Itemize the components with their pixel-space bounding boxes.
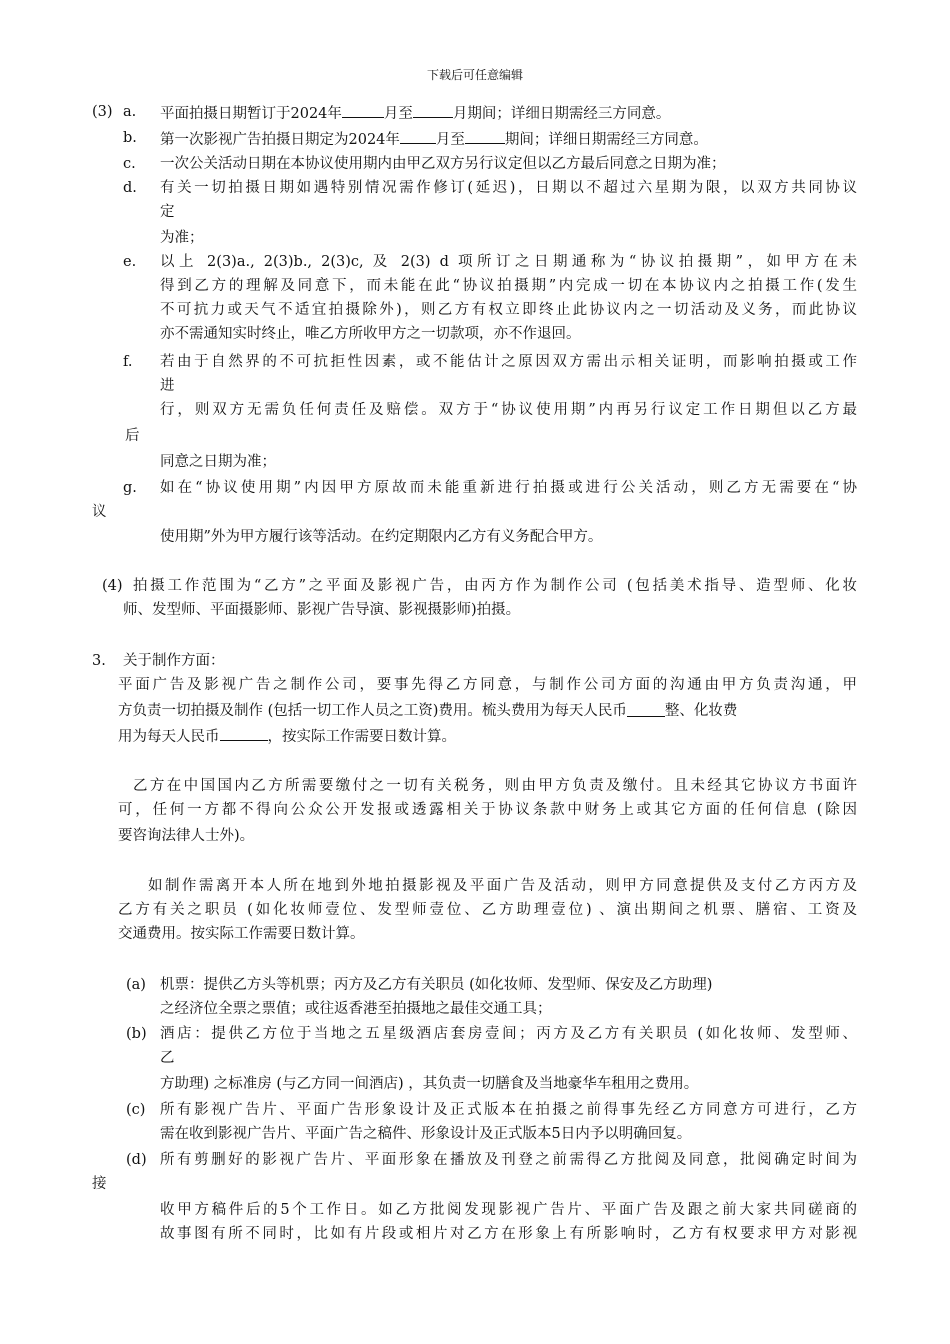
text-segment: 月至 <box>383 106 413 122</box>
text-segment: ，按实际工作需要日数计算。 <box>267 729 456 745</box>
item-g-line: 如在“协议使用期”内因甲方原故而未能重新进行拍摄或进行公关活动，则乙方无需要在“协 <box>160 480 857 496</box>
item-f-line: 进 <box>160 378 175 394</box>
section-number: (4) <box>102 578 123 594</box>
item-label: (c) <box>126 1102 146 1118</box>
item-label: a. <box>123 104 137 120</box>
item-label: e. <box>123 254 137 270</box>
item-c-text: 一次公关活动日期在本协议使用期内由甲乙双方另行议定但以乙方最后同意之日期为准； <box>160 156 726 172</box>
paragraph-line: 如制作需离开本人所在地到外地拍摄影视及平面广告及活动，则甲方同意提供及支付乙方丙方及 <box>148 878 857 894</box>
text-segment: 月期间；详细日期需经三方同意。 <box>452 106 671 122</box>
blank-line <box>400 128 436 144</box>
section-number: (3) <box>92 104 113 120</box>
blank-line <box>413 102 453 118</box>
item-label: (b) <box>126 1026 147 1042</box>
blank-line <box>342 102 384 118</box>
section4-line: 拍摄工作范围为“乙方”之平面及影视广告，由丙方作为制作公司 (包括美术指导、造型师、化妆 <box>133 578 857 594</box>
item-d-line: 收甲方稿件后的5个工作日。如乙方批阅发现影视广告片、平面广告及跟之前大家共同磋商的 <box>160 1202 857 1218</box>
section4-line: 师、发型师、平面摄影师、影视广告导演、影视摄影师)拍摄。 <box>123 602 521 618</box>
text-segment: 第一次影视广告拍摄日期定为2024年 <box>160 132 400 148</box>
item-f-line: 后 <box>125 428 140 444</box>
text-segment: 用为每天人民币 <box>118 729 220 745</box>
item-g-line: 议 <box>92 504 107 520</box>
item-e-line: 得到乙方的理解及同意下，而未能在此“协议拍摄期”内完成一切在本协议内之拍摄工作(发生 <box>160 278 857 294</box>
item-e-line: 亦不需通知实时终止，唯乙方所收甲方之一切款项，亦不作退回。 <box>160 326 581 342</box>
text-segment: 平面拍摄日期暂订于2024年 <box>160 106 342 122</box>
text-segment: 月至 <box>435 132 465 148</box>
item-b-line: 方助理) 之标准房 (与乙方同一间酒店) ，其负责一切膳食及当地豪华车租用之费用。 <box>160 1076 699 1092</box>
text-segment: 方负责一切拍摄及制作 (包括一切工作人员之工资)费用。梳头费用为每天人民币 <box>118 703 627 719</box>
section-number: 3. <box>92 653 106 669</box>
paragraph-line: 平面广告及影视广告之制作公司，要事先得乙方同意，与制作公司方面的沟通由甲方负责沟通，甲 <box>118 677 857 693</box>
item-b-line: 酒店：提供乙方位于当地之五星级酒店套房壹间；丙方及乙方有关职员 (如化妆师、发型师、 <box>160 1026 857 1042</box>
item-f-line: 行，则双方无需负任何责任及赔偿。双方于“协议使用期”内再另行议定工作日期但以乙方最 <box>160 402 857 418</box>
item-c-line: 所有影视广告片、平面广告形象设计及正式版本在拍摄之前得事先经乙方同意方可进行，乙方 <box>160 1102 857 1118</box>
page-header: 下载后可任意编辑 <box>426 68 523 82</box>
blank-line <box>220 725 268 741</box>
section-title: 关于制作方面： <box>123 653 225 669</box>
text-segment: 期间；详细日期需经三方同意。 <box>504 132 708 148</box>
paragraph-line: 可，任何一方都不得向公众公开发报或透露相关于协议条款中财务上或其它方面的任何信息 (除因 <box>118 802 857 818</box>
item-a-text <box>160 102 670 124</box>
paragraph-line <box>118 701 857 721</box>
item-f-line: 同意之日期为准； <box>160 454 276 470</box>
item-f-line: 若由于自然界的不可抗拒性因素，或不能估计之原因双方需出示相关证明，而影响拍摄或工作 <box>160 354 857 370</box>
item-e-line: 以上 2(3)a., 2(3)b., 2(3)c, 及 2(3) d 项所订之日期通称为“协议拍摄期”，如甲方在未 <box>160 254 857 270</box>
paragraph-line: 交通费用。按实际工作需要日数计算。 <box>118 926 365 942</box>
item-d-line: 故事图有所不同时，比如有片段或相片对乙方在形象上有所影响时，乙方有权要求甲方对影视 <box>160 1226 857 1242</box>
item-d-line: 定 <box>160 204 175 220</box>
item-b-line: 乙 <box>160 1050 175 1066</box>
item-label: b. <box>123 130 137 146</box>
item-label: d. <box>123 180 137 196</box>
item-d-line: 有关一切拍摄日期如遇特别情况需作修订(延迟)，日期以不超过六星期为限，以双方共同协议 <box>160 180 857 196</box>
paragraph-line: 乙方有关之职员 (如化妆师壹位、发型师壹位、乙方助理壹位) 、演出期间之机票、膳宿、工资及 <box>118 902 857 918</box>
item-label: f. <box>123 354 133 370</box>
item-g-line: 使用期”外为甲方履行该等活动。在约定期限内乙方有义务配合甲方。 <box>160 529 603 545</box>
paragraph-line: 要咨询法律人士外)。 <box>118 828 255 844</box>
item-c-line: 需在收到影视广告片、平面广告之稿件、形象设计及正式版本5日内予以明确回复。 <box>160 1126 692 1142</box>
blank-line <box>465 128 505 144</box>
item-label: (d) <box>126 1152 147 1168</box>
text-segment: 整、化妆费 <box>664 703 738 719</box>
paragraph-line <box>118 725 456 747</box>
item-d-line: 所有剪删好的影视广告片、平面形象在播放及刊登之前需得乙方批阅及同意，批阅确定时间为 <box>160 1152 857 1168</box>
paragraph-line: 乙方在中国国内乙方所需要缴付之一切有关税务，则由甲方负责及缴付。且未经其它协议方书面许 <box>133 778 857 794</box>
item-a-line: 机票：提供乙方头等机票；丙方及乙方有关职员 (如化妆师、发型师、保安及乙方助理) <box>160 977 713 993</box>
item-d-line: 接 <box>92 1176 107 1192</box>
item-label: g. <box>123 480 137 496</box>
item-label: c. <box>123 156 136 172</box>
blank-line <box>627 701 665 717</box>
item-e-line: 不可抗力或天气不适宜拍摄除外)，则乙方有权立即终止此协议内之一切活动及义务，而此协议 <box>160 302 857 318</box>
item-label: (a) <box>126 977 146 993</box>
item-a-line: 之经济位全票之票值；或往返香港至拍摄地之最佳交通工具； <box>160 1001 552 1017</box>
item-d-line: 为准； <box>160 230 204 246</box>
item-b-text <box>160 128 708 150</box>
